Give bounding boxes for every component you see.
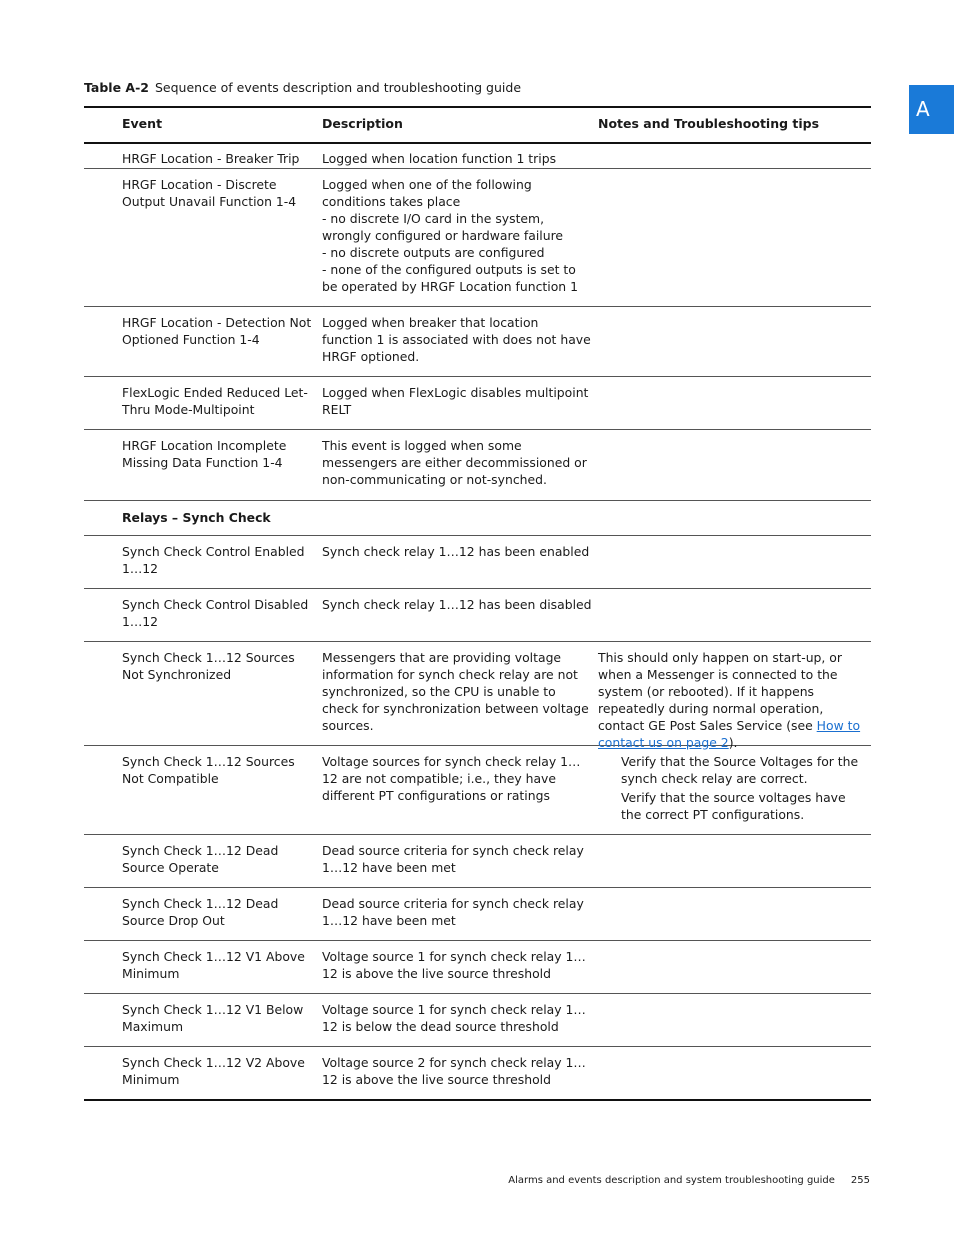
- header-description: Description: [322, 116, 403, 131]
- description-cell: Dead source criteria for synch check relay 1…12 have been met: [322, 896, 584, 928]
- event-cell: Synch Check 1…12 V1 Below Maximum: [122, 1002, 304, 1034]
- description-cell: Logged when FlexLogic disables multipoint RELT: [322, 385, 589, 417]
- notes-text-end: ).: [728, 735, 738, 750]
- event-cell: FlexLogic Ended Reduced Let-Thru Mode-Multipoint: [122, 385, 308, 417]
- table-row: [84, 746, 871, 835]
- table-row: [84, 888, 871, 941]
- footer-title: Alarms and events description and system troubleshooting guide: [508, 1175, 835, 1186]
- table-row: [84, 1047, 871, 1099]
- troubleshooting-tip: Verify that the Source Voltages for the synch check relay are correct.: [621, 754, 859, 786]
- event-cell: Synch Check 1…12 Sources Not Synchronized: [122, 650, 295, 682]
- page-number: 255: [850, 1175, 870, 1186]
- event-cell: HRGF Location Incomplete Missing Data Function 1-4: [122, 438, 287, 470]
- header-notes: Notes and Troubleshooting tips: [598, 116, 820, 131]
- table-row: [84, 536, 871, 589]
- event-cell: Synch Check Control Enabled 1…12: [122, 544, 305, 576]
- section-row: [84, 501, 871, 536]
- table-header: [84, 108, 871, 144]
- table-caption: [84, 80, 521, 96]
- event-cell: Synch Check 1…12 V1 Above Minimum: [122, 949, 305, 981]
- event-cell: HRGF Location - Detection Not Optioned Function 1-4: [122, 315, 312, 347]
- notes-cell: [621, 753, 866, 825]
- table-row: [84, 642, 871, 750]
- description-line: - no discrete outputs are configured: [322, 245, 545, 260]
- event-cell: Synch Check 1…12 Dead Source Drop Out: [122, 896, 279, 928]
- section-heading: Relays – Synch Check: [122, 510, 271, 525]
- table-row: [84, 941, 871, 994]
- description-line: - no discrete I/O card in the system, wrongly configured or hardware failure: [322, 211, 564, 243]
- troubleshooting-tip: Verify that the source voltages have the correct PT configurations.: [621, 790, 846, 822]
- event-cell: HRGF Location - Breaker Trip: [122, 151, 300, 166]
- description-cell: Voltage source 2 for synch check relay 1…12 is above the live source threshold: [322, 1055, 586, 1087]
- description-cell: [322, 176, 592, 295]
- caption-label: Table A-2: [84, 80, 149, 95]
- description-line: - none of the configured outputs is set to be operated by HRGF Location function 1: [322, 262, 578, 294]
- event-cell: Synch Check 1…12 Dead Source Operate: [122, 843, 279, 875]
- events-table: [84, 106, 871, 1101]
- description-cell: This event is logged when some messengers are either decommissioned or non-communicating or not-synched.: [322, 438, 587, 487]
- description-cell: Synch check relay 1…12 has been disabled: [322, 597, 592, 612]
- description-cell: Messengers that are providing voltage information for synch check relay are not synchronized, so the CPU is unable to check for synchronization between voltage sources.: [322, 650, 589, 733]
- event-cell: Synch Check 1…12 V2 Above Minimum: [122, 1055, 305, 1087]
- description-cell: Voltage source 1 for synch check relay 1…12 is below the dead source threshold: [322, 1002, 586, 1034]
- description-cell: Synch check relay 1…12 has been enabled: [322, 544, 590, 559]
- table-row: [84, 589, 871, 642]
- table-row: [84, 144, 871, 169]
- event-cell: Synch Check Control Disabled 1…12: [122, 597, 309, 629]
- table-row: [84, 377, 871, 430]
- description-cell: Dead source criteria for synch check relay 1…12 have been met: [322, 843, 584, 875]
- caption-text: Sequence of events description and troubleshooting guide: [154, 80, 522, 95]
- header-event: Event: [122, 116, 163, 131]
- description-cell: Logged when breaker that location function 1 is associated with does not have HRGF optioned.: [322, 315, 591, 364]
- table-row: [84, 430, 871, 501]
- description-cell: Voltage source 1 for synch check relay 1…12 is above the live source threshold: [322, 949, 586, 981]
- notes-cell: [598, 649, 866, 751]
- table-row: [84, 169, 871, 307]
- description-line: Logged when one of the following conditions takes place: [322, 177, 532, 209]
- event-cell: Synch Check 1…12 Sources Not Compatible: [122, 754, 295, 786]
- appendix-tab-letter: A: [916, 97, 930, 121]
- event-cell: HRGF Location - Discrete Output Unavail Function 1-4: [122, 177, 297, 209]
- notes-text: This should only happen on start-up, or when a Messenger is connected to the system (or rebooted). If it happens repeatedly during normal operation, contact GE Post Sales Service (see: [598, 650, 842, 733]
- table-row: [84, 835, 871, 888]
- appendix-tab: [909, 85, 954, 134]
- description-cell: Logged when location function 1 trips: [322, 151, 557, 166]
- contact-link[interactable]: How to contact us on page 2: [598, 718, 861, 750]
- table-row: [84, 994, 871, 1047]
- description-cell: Voltage sources for synch check relay 1…12 are not compatible; i.e., they have different PT configurations or ratings: [322, 754, 581, 803]
- table-row: [84, 307, 871, 377]
- page-footer: [508, 1175, 870, 1186]
